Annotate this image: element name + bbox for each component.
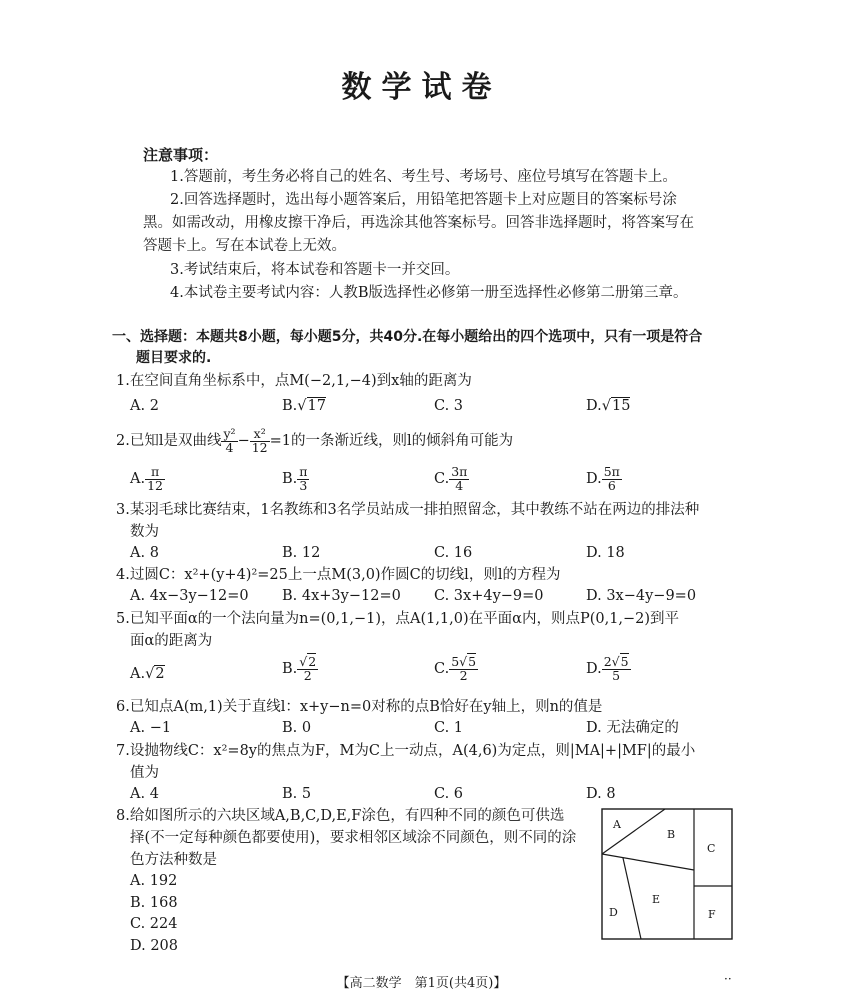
question-4-stem: 4.过圆C：x²+(y+4)²=25上一点M(3,0)作圆C的切线l，则l的方程为 — [116, 567, 561, 583]
page-footer: 【高二数学 第1页(共4页)】 — [336, 976, 507, 991]
notice-line: 3.考试结束后，将本试卷和答题卡一并交回。 — [170, 262, 460, 278]
q7-option-a: A. 4 — [130, 786, 159, 802]
diagram-divider — [602, 854, 694, 870]
q6-option-c: C. 1 — [434, 720, 464, 736]
question-3-stem-cont: 数为 — [130, 524, 159, 540]
q4-option-d: D. 3x−4y−9=0 — [586, 588, 697, 604]
q8-option-a: A. 192 — [130, 873, 178, 889]
q5-option-b: B. $\frac{√2}{2}$ — [282, 654, 317, 683]
q1-option-b: B.√17 — [282, 398, 326, 414]
q5-option-d: D. $\frac{2√5}{5}$ — [586, 654, 629, 683]
q8-option-b: B. 168 — [130, 895, 178, 911]
question-8-stem-cont: 择(不一定每种颜色都要使用)，要求相邻区域涂不同颜色，则不同的涂 — [130, 830, 577, 846]
q4-option-c: C. 3x+4y−9=0 — [434, 588, 544, 604]
q6-option-b: B. 0 — [282, 720, 312, 736]
region-label-a: A — [613, 818, 621, 831]
question-8-stem-cont: 色方法种数是 — [130, 852, 217, 868]
page-title: 数学试卷 — [341, 70, 502, 105]
q8-option-c: C. 224 — [130, 916, 178, 932]
q7-option-b: B. 5 — [282, 786, 312, 802]
question-7-stem: 7.设抛物线C：x²=8y的焦点为F，M为C上一动点，A(4,6)为定点，则|MA|+|MF|的最小 — [116, 743, 696, 759]
q2-option-a: A. $\frac{\pi}{12}$ — [130, 464, 163, 493]
notice-line: 2.回答选择题时，选出每小题答案后，用铅笔把答题卡上对应题目的答案标号涂 — [170, 192, 677, 208]
q5-option-c: C. $\frac{5√5}{2}$ — [434, 654, 477, 683]
q4-option-b: B. 4x+3y−12=0 — [282, 588, 401, 604]
region-label-e: E — [652, 893, 661, 906]
region-label-f: F — [708, 908, 716, 921]
q6-option-a: A. −1 — [130, 720, 172, 736]
q7-option-d: D. 8 — [586, 786, 616, 802]
question-3-stem: 3.某羽毛球比赛结束，1名教练和3名学员站成一排拍照留念，其中教练不站在两边的排法种 — [116, 502, 700, 518]
q7-option-c: C. 6 — [434, 786, 464, 802]
q4-option-a: A. 4x−3y−12=0 — [130, 588, 249, 604]
notice-heading: 注意事项： — [143, 146, 219, 164]
section-heading: 一、选择题：本题共8小题，每小题5分，共40分.在每小题给出的四个选项中，只有一项是符合 — [112, 329, 703, 345]
notice-line: 答题卡上。写在本试卷上无效。 — [143, 238, 346, 254]
question-7-stem-cont: 值为 — [130, 765, 159, 781]
q5-option-a: A.√2 — [130, 666, 165, 682]
section-heading-cont: 题目要求的. — [136, 350, 212, 366]
q1-option-c: C. 3 — [434, 398, 464, 414]
question-1-stem: 1.在空间直角坐标系中，点M(−2,1,−4)到x轴的距离为 — [116, 373, 472, 389]
footer-mark: ·· — [724, 972, 732, 986]
question-2-stem: 2.已知l是双曲线 $\frac{\text{y²}}{4}$ − $\frac{\text{x²}}{12}$ =1的一条渐近线，则l的倾斜角可能为 — [116, 426, 514, 455]
notice-line: 1.答题前，考生务必将自己的姓名、考生号、考场号、座位号填写在答题卡上。 — [170, 169, 677, 185]
q8-option-d: D. 208 — [130, 938, 179, 954]
region-label-d: D — [609, 906, 618, 919]
q3-option-d: D. 18 — [586, 545, 625, 561]
q1-option-a: A. 2 — [130, 398, 159, 414]
notice-line: 4.本试卷主要考试内容：人教B版选择性必修第一册至选择性必修第二册第三章。 — [170, 285, 688, 301]
region-label-b: B — [667, 828, 676, 841]
q6-option-d: D. 无法确定的 — [586, 720, 679, 736]
region-diagram — [601, 808, 735, 942]
diagram-divider — [623, 858, 641, 939]
diagram-divider — [602, 809, 665, 854]
q3-option-b: B. 12 — [282, 545, 321, 561]
question-5-stem: 5.已知平面α的一个法向量为n=(0,1,−1)，点A(1,1,0)在平面α内，则点P(0,1,−2)到平 — [116, 611, 680, 627]
q2-option-b: B. $\frac{\pi}{3}$ — [282, 464, 308, 493]
question-6-stem: 6.已知点A(m,1)关于直线l：x+y−n=0对称的点B恰好在y轴上，则n的值是 — [116, 699, 603, 715]
region-label-c: C — [707, 842, 716, 855]
question-8-stem: 8.给如图所示的六块区域A,B,C,D,E,F涂色，有四种不同的颜色可供选 — [116, 808, 565, 824]
q1-option-d: D.√15 — [586, 398, 631, 414]
question-5-stem-cont: 面α的距离为 — [130, 633, 213, 649]
q2-option-d: D. $\frac{5\pi}{6}$ — [586, 464, 620, 493]
q3-option-c: C. 16 — [434, 545, 473, 561]
q3-option-a: A. 8 — [130, 545, 159, 561]
notice-line: 黑。如需改动，用橡皮擦干净后，再选涂其他答案标号。回答非选择题时，将答案写在 — [143, 215, 694, 231]
q2-option-c: C. $\frac{3\pi}{4}$ — [434, 464, 468, 493]
